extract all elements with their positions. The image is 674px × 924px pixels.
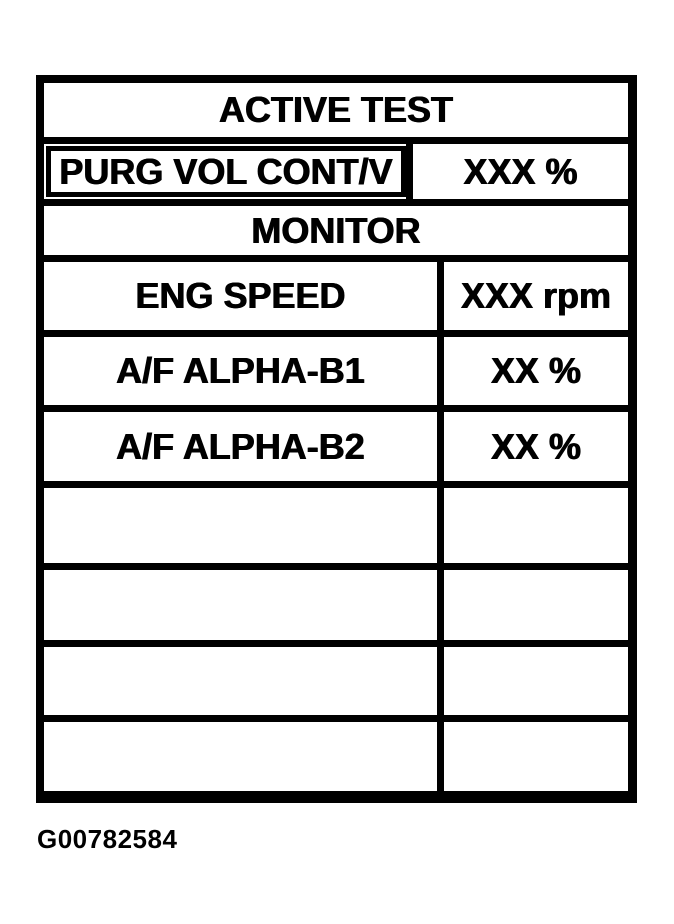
active-test-header-cell [44, 83, 628, 137]
active-test-table [36, 75, 637, 803]
table-row-empty [44, 722, 628, 791]
row-value: XXX rpm [460, 275, 612, 316]
row-label: ENG SPEED [135, 275, 346, 316]
row-value-cell [437, 570, 628, 640]
row-label-cell [44, 570, 437, 640]
row-value-cell [437, 412, 628, 481]
selected-test-item-label: PURG VOL CONT/V [59, 150, 393, 192]
row-value-cell [437, 337, 628, 405]
row-label: A/F ALPHA-B2 [116, 425, 365, 467]
row-value-cell [437, 647, 628, 715]
table-row-empty [44, 570, 628, 647]
row-value-cell [437, 488, 628, 563]
table-row-af-alpha-b1 [44, 337, 628, 412]
row-label: A/F ALPHA-B1 [116, 350, 365, 391]
row-label-cell [44, 262, 437, 330]
row-value: XX % [490, 350, 582, 391]
row-label-cell [44, 337, 437, 405]
selected-test-item-box [46, 146, 406, 197]
table-row-empty [44, 488, 628, 570]
active-test-title: ACTIVE TEST [218, 89, 454, 130]
table-row-empty [44, 647, 628, 722]
active-test-header-row [44, 83, 628, 144]
row-label-cell [44, 412, 437, 481]
table-row-eng-speed [44, 262, 628, 337]
monitor-header-row [44, 206, 628, 262]
row-value-cell [437, 262, 628, 330]
table-row-af-alpha-b2 [44, 412, 628, 488]
row-label-cell [44, 722, 437, 791]
figure-id-caption: G00782584 [37, 824, 178, 854]
active-test-item-row [44, 144, 628, 206]
row-value: XX % [490, 425, 582, 467]
row-value-cell [437, 722, 628, 791]
monitor-title: MONITOR [251, 209, 421, 251]
monitor-header-cell [44, 206, 628, 255]
row-label-cell [44, 647, 437, 715]
selected-test-item-value: XXX % [463, 150, 578, 192]
row-label-cell [44, 488, 437, 563]
selected-test-item-value-cell [406, 144, 628, 199]
